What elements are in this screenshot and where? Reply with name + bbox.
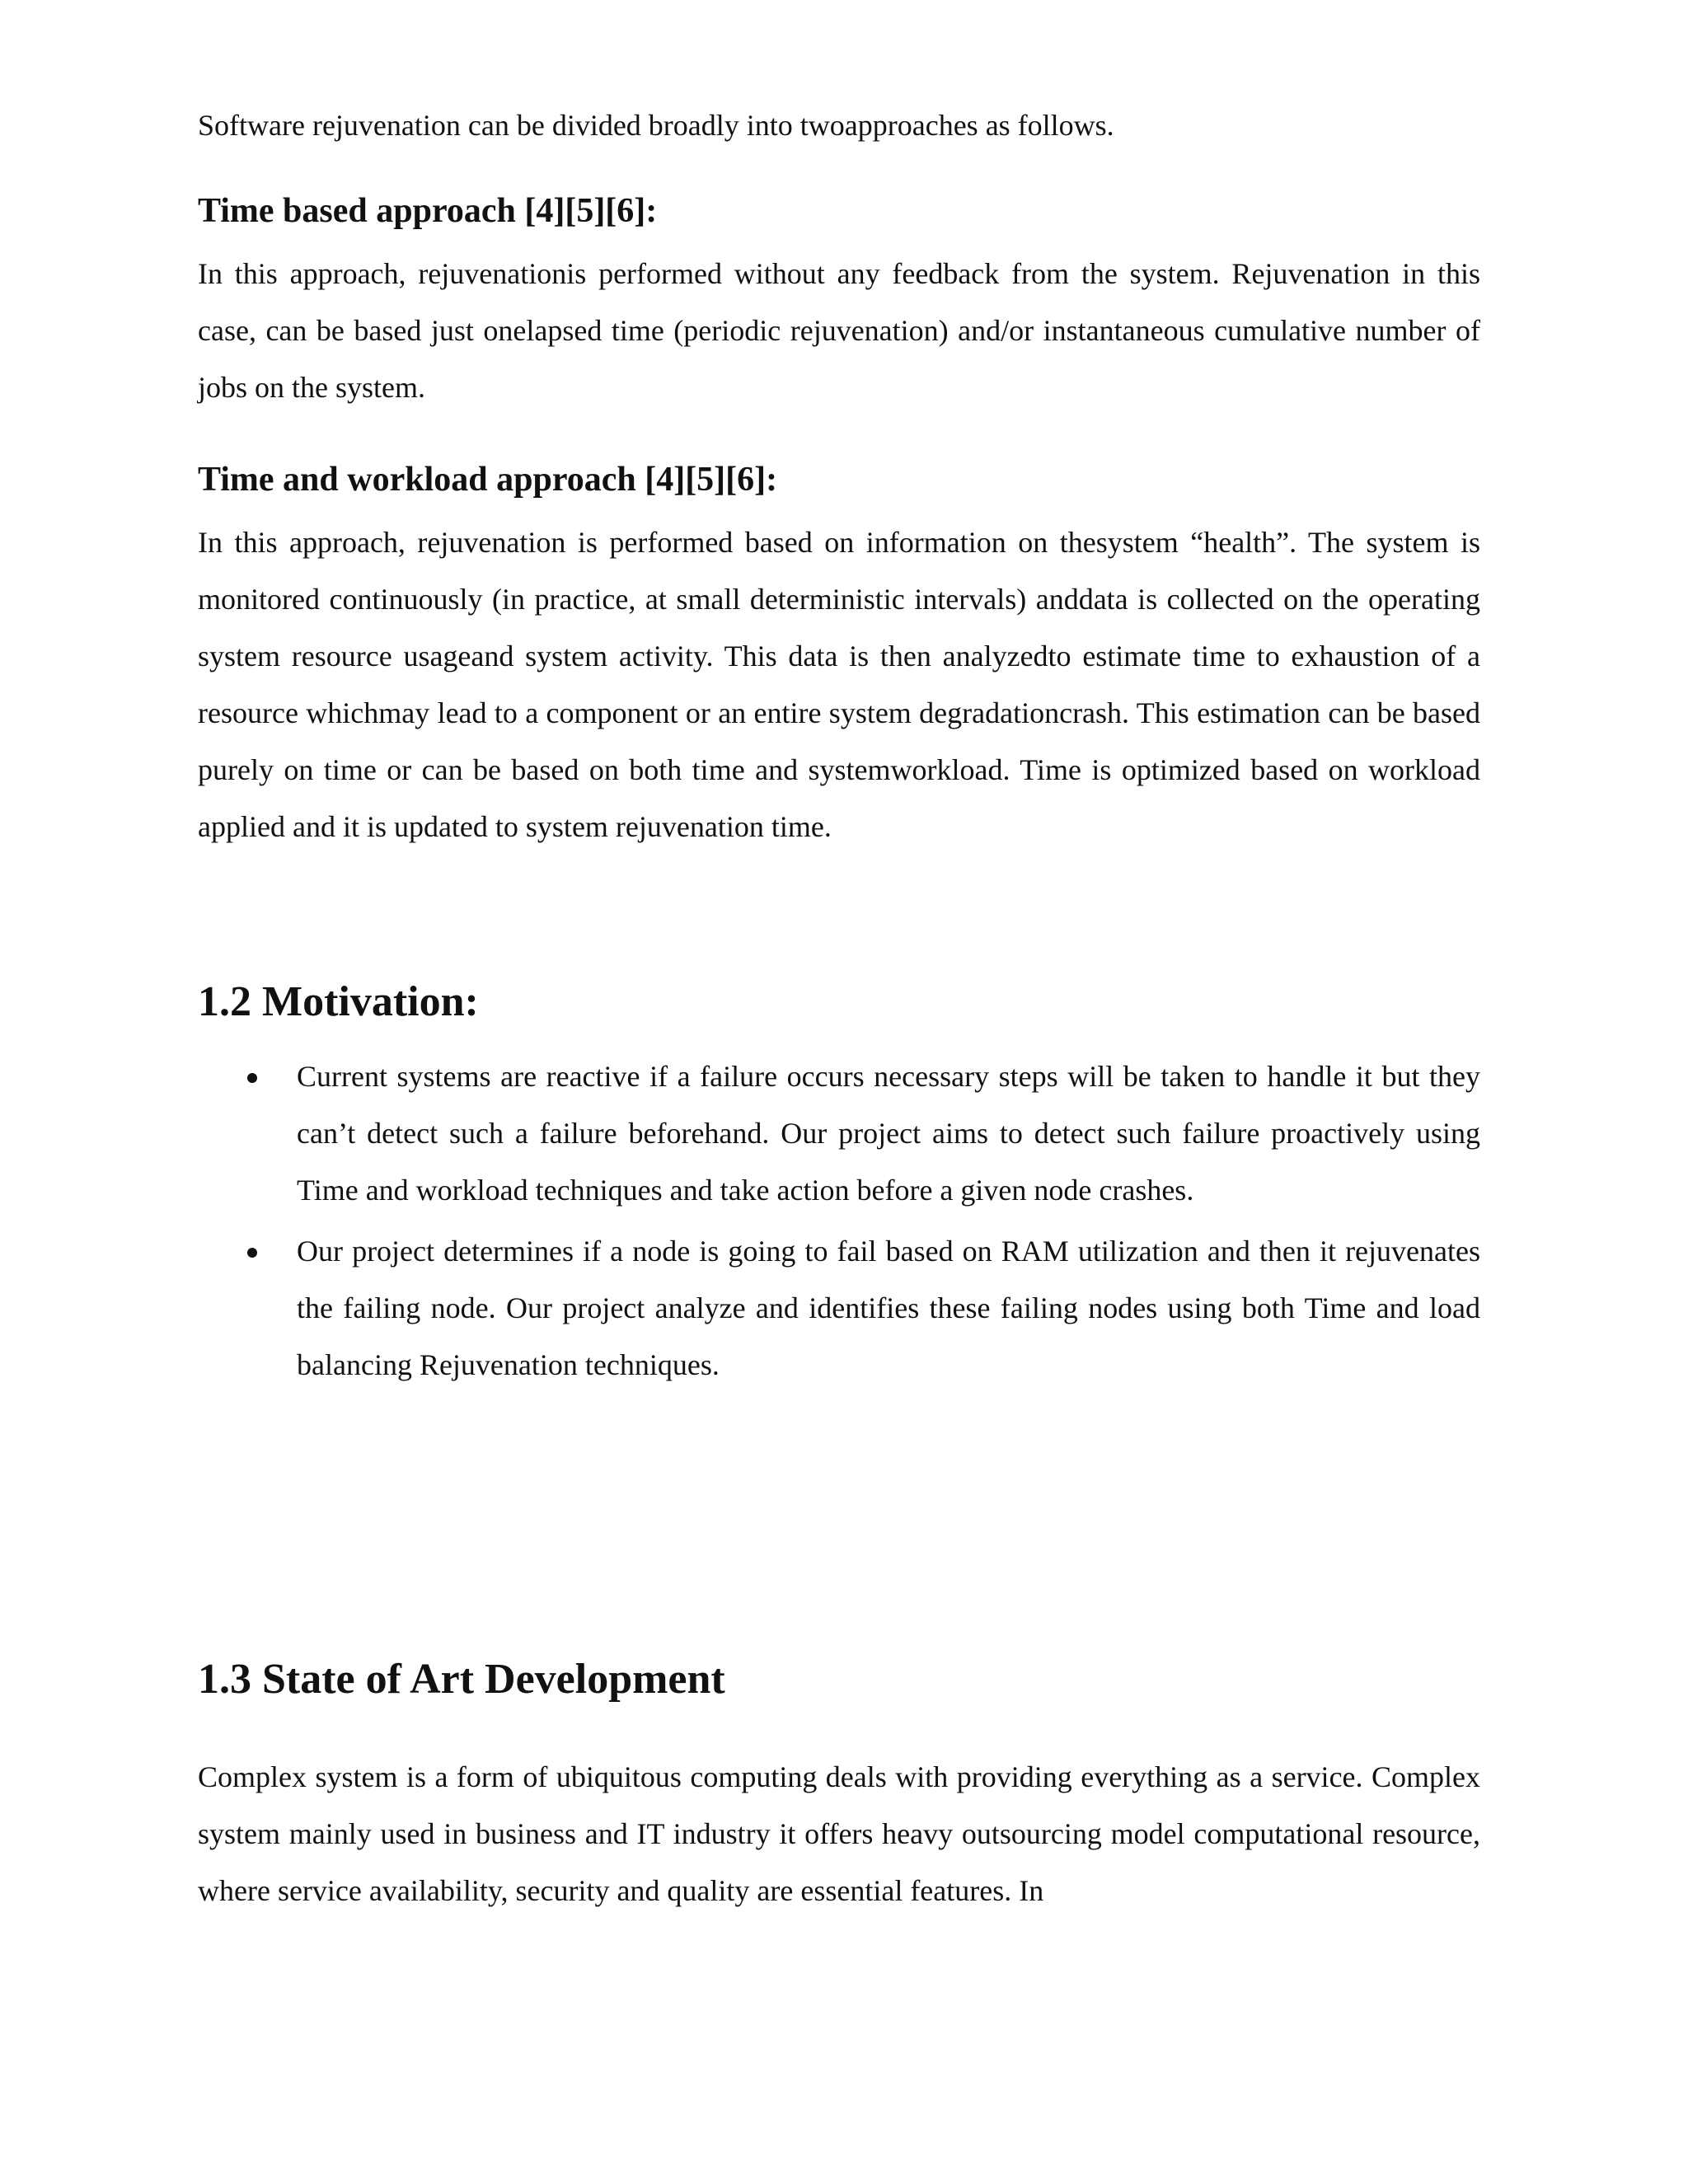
motivation-item <box>198 1223 1480 1394</box>
bullet-icon <box>247 1248 257 1258</box>
motivation-item-text: Our project determines if a node is going to fail based on RAM utilization and then it rejuvenates the failing node. Our project analyze and identifies these failing nodes using both Time and load balancing Rejuvenation techniques. <box>297 1235 1480 1381</box>
time-based-paragraph: In this approach, rejuvenationis performed without any feedback from the system. Rejuvenation in this case, can be based just onelapsed time (periodic rejuvenation) and/or instantaneous cumulative number of jobs on the system. <box>198 257 1480 404</box>
time-workload-paragraph: In this approach, rejuvenation is performed based on information on thesystem “health”. The system is monitored continuously (in practice, at small deterministic intervals) anddata is collected on the operating system resource usageand system activity. This data is then analyzedto estimate time to exhaustion of a resource whichmay lead to a component or an entire system degradationcrash. This estimation can be based purely on time or can be based on both time and systemworkload. Time is optimized based on workload applied and it is updated to system rejuvenation time. <box>198 526 1480 843</box>
motivation-list <box>198 1048 1480 1394</box>
motivation-item-text: Current systems are reactive if a failure occurs necessary steps will be taken to handle it but they can’t detect such a failure beforehand. Our project aims to detect such failure proactively using Time and workload techniques and take action before a given node crashes. <box>297 1060 1480 1207</box>
motivation-item <box>198 1048 1480 1219</box>
bullet-icon <box>247 1073 257 1083</box>
intro-paragraph: Software rejuvenation can be divided broadly into twoapproaches as follows. <box>198 109 1114 142</box>
state-of-art-heading: 1.3 State of Art Development <box>198 1656 725 1703</box>
motivation-heading: 1.2 Motivation: <box>198 978 479 1025</box>
time-based-heading: Time based approach [4][5][6]: <box>198 192 658 230</box>
state-of-art-paragraph: Complex system is a form of ubiquitous computing deals with providing everything as a service. Complex system mainly used in business and IT industry it offers heavy outsourcing model computational resource, where service availability, security and quality are essential features. In <box>198 1760 1480 1907</box>
time-workload-heading: Time and workload approach [4][5][6]: <box>198 461 778 499</box>
